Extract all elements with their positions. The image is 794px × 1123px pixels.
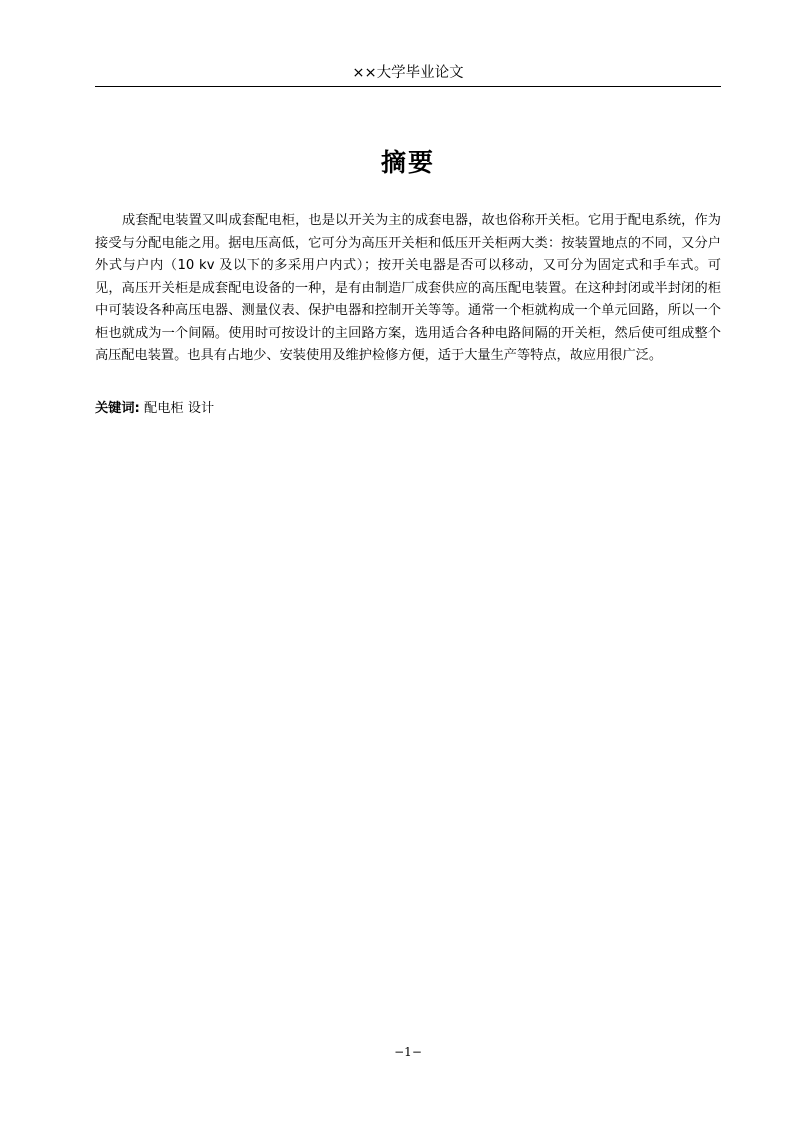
- keywords-label: 关键词:: [95, 401, 140, 416]
- page-number: −1−: [394, 1045, 422, 1059]
- page-header: [95, 62, 721, 87]
- header-title: ××大学毕业论文: [352, 65, 464, 81]
- page-title: 摘要: [380, 148, 435, 177]
- keywords-line: [95, 398, 721, 420]
- abstract-paragraph: 成套配电装置又叫成套配电柜，也是以开关为主的成套电器，故也俗称开关柜。它用于配电系统，作为接受与分配电能之用。据电压高低，它可分为高压开关柜和低压开关柜两大类：按装置地点的不同，又分户外式与户内（10 kv 及以下的多采用户内式）；按开关电器是否可以移动，又可分为固定式和手车式。可见，高压开关柜是成套配电设备的一种，是有由制造厂成套供应的高压配电装置。在这种封闭或半封闭的柜中可装设各种高压电器、测量仪表、保护电器和控制开关等等。通常一个柜就构成一个单元回路，所以一个柜也就成为一个间隔。使用时可按设计的主回路方案，选用适合各种电路间隔的开关柜，然后使可组成整个高压配电装置。也具有占地少、安装使用及维护检修方便，适于大量生产等特点，故应用很广泛。: [95, 213, 721, 363]
- keywords-value: 配电柜 设计: [144, 401, 215, 416]
